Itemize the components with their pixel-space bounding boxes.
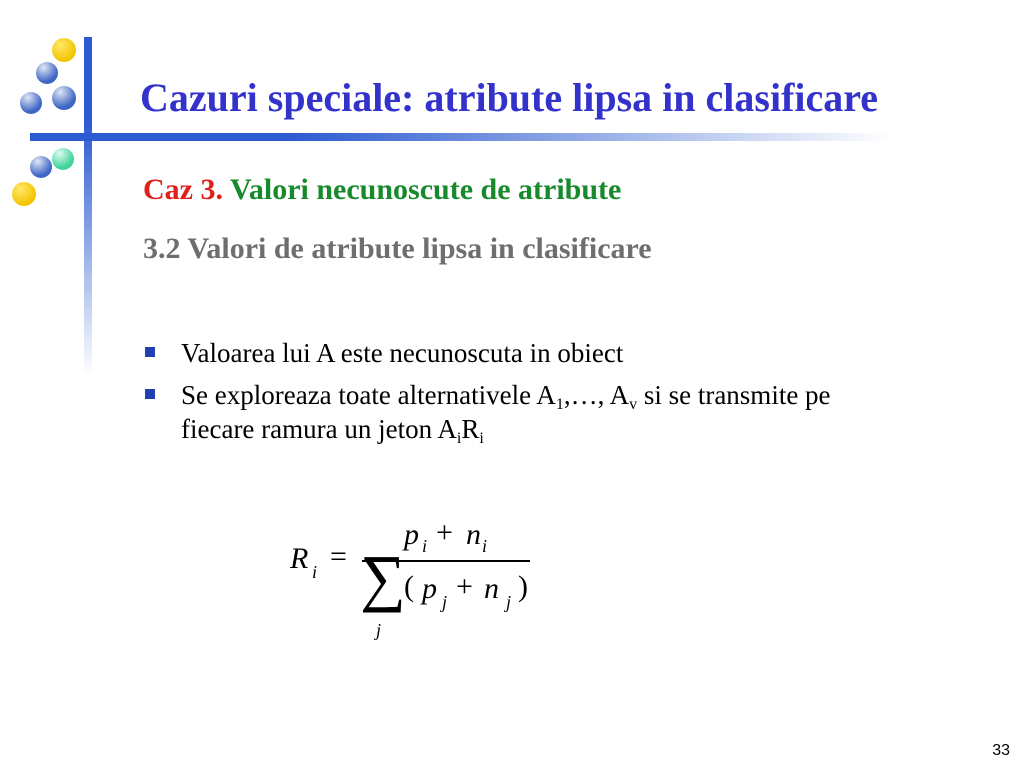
square-bullet-icon	[145, 347, 155, 357]
denominator-n-subscript: j	[506, 592, 512, 612]
decorative-dot-blue	[20, 92, 42, 114]
section-heading: 3.2 Valori de atribute lipsa in clasificare	[143, 232, 652, 265]
denominator-p-subscript: j	[442, 592, 448, 612]
case-label: Caz 3.	[143, 173, 223, 206]
decorative-dot-green	[52, 148, 74, 170]
bullet-text-part: ,…, A	[563, 380, 630, 410]
denominator-plus: +	[456, 570, 473, 603]
case-subtitle	[143, 173, 621, 207]
decorative-dot-blue	[36, 62, 58, 84]
subscript: 1	[555, 396, 564, 413]
bullet-text-part: R	[461, 414, 480, 444]
formula-lhs-subscript: i	[312, 562, 318, 582]
bullet-item	[143, 378, 863, 446]
denominator-n: n	[484, 572, 499, 605]
close-paren: )	[518, 570, 528, 603]
decorative-vertical-line	[84, 37, 92, 377]
decorative-dot-blue	[30, 156, 52, 178]
decorative-dot-yellow-top	[52, 38, 76, 62]
numerator-p: p	[404, 518, 419, 551]
slide-title: Cazuri speciale: atribute lipsa in clasificare	[140, 75, 879, 120]
square-bullet-icon	[145, 389, 155, 399]
numerator-p-subscript: i	[422, 536, 428, 556]
decorative-horizontal-line	[30, 133, 890, 141]
subscript: i	[479, 430, 484, 447]
numerator-n: n	[466, 518, 481, 551]
bullet-list	[143, 336, 863, 454]
bullet-text: Valoarea lui A este necunoscuta in obiect	[181, 338, 624, 368]
open-paren: (	[404, 570, 414, 603]
bullet-item	[143, 336, 863, 370]
denominator-p: p	[422, 572, 437, 605]
sum-index: j	[376, 620, 382, 640]
decorative-dot-blue	[52, 86, 76, 110]
bullet-text-part: Se exploreaza toate alternativele A	[181, 380, 556, 410]
subscript: v	[629, 396, 638, 413]
numerator-plus: +	[436, 516, 453, 549]
decorative-dot-yellow-bottom	[12, 182, 36, 206]
case-text: Valori necunoscute de atribute	[229, 173, 622, 206]
sum-symbol: ∑	[360, 542, 406, 613]
formula-equals: =	[330, 540, 347, 573]
page-number: 33	[992, 742, 1010, 759]
formula-ri	[288, 516, 548, 650]
numerator-n-subscript: i	[482, 536, 488, 556]
formula-lhs: R	[290, 542, 309, 575]
bullet-text-part: si se transmite pe fiecare ramura un jeton A	[181, 380, 831, 444]
subscript: i	[456, 430, 462, 447]
